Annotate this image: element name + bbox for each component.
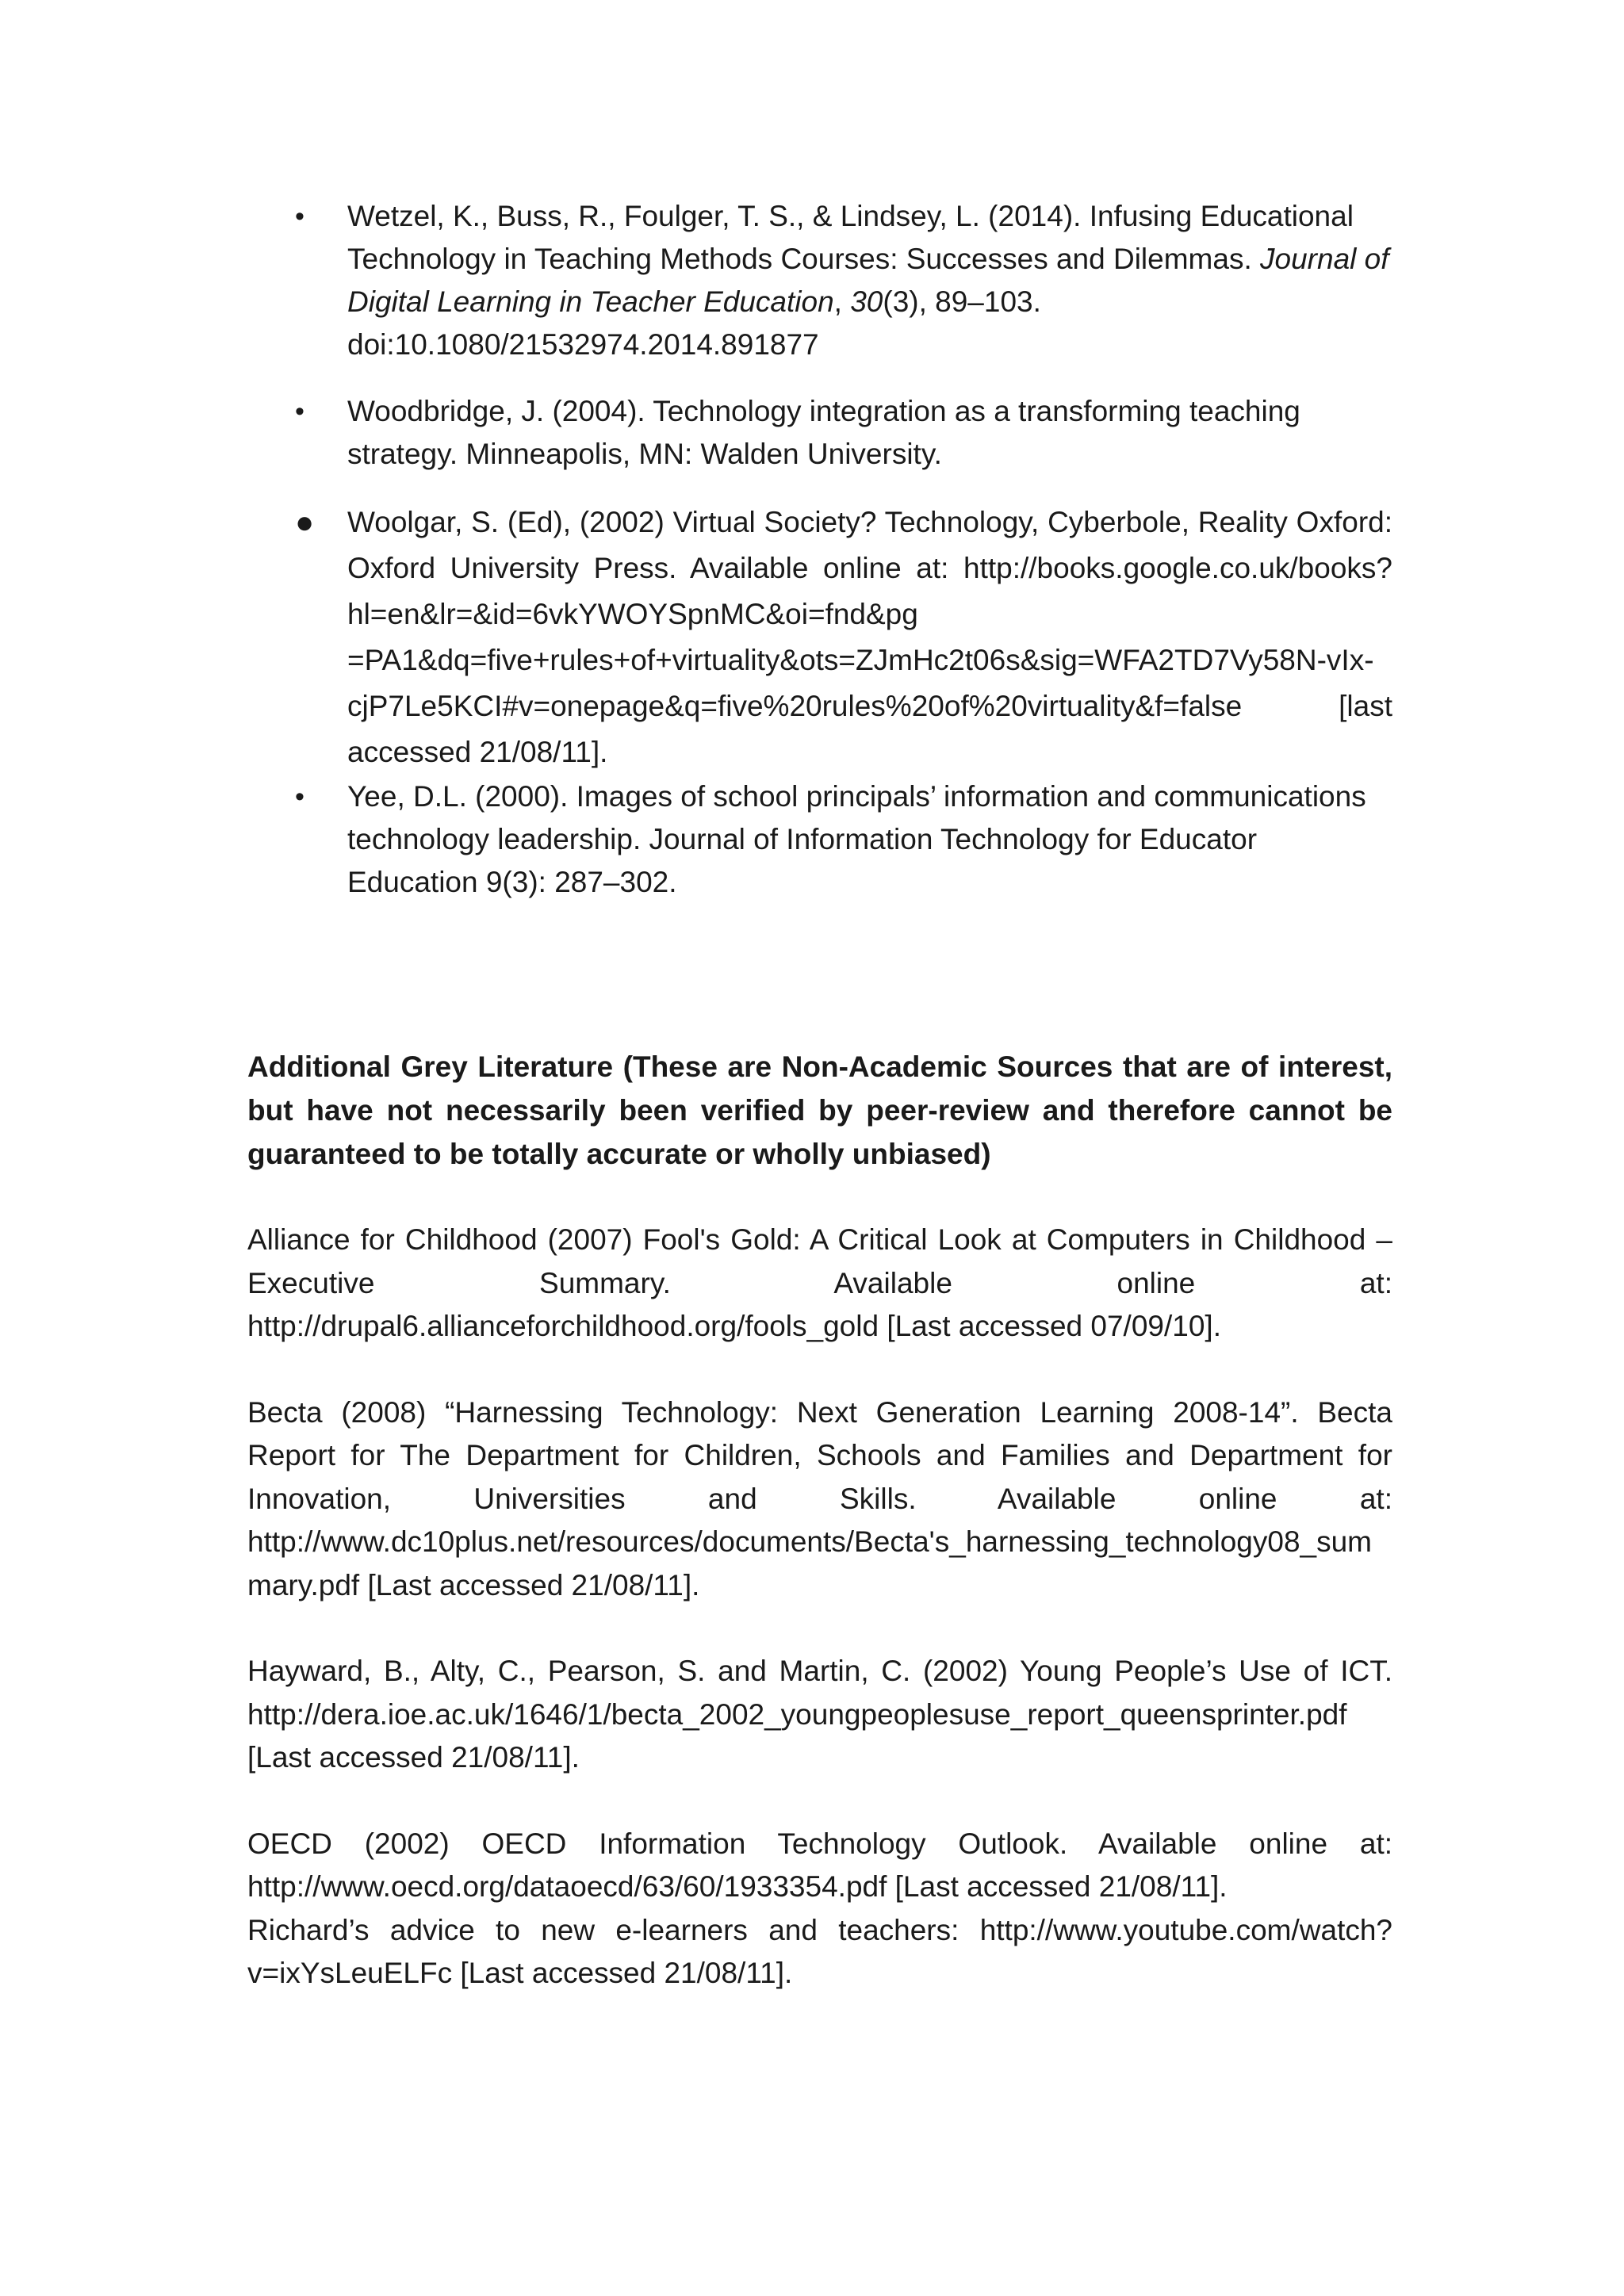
bullet-icon: • bbox=[295, 782, 304, 812]
reference-item bbox=[295, 195, 1392, 366]
bullet-icon: • bbox=[295, 396, 304, 427]
reference-list bbox=[295, 195, 1392, 928]
bullet-icon: ● bbox=[295, 505, 315, 540]
bullet-icon: • bbox=[295, 201, 304, 232]
journal-volume: 30 bbox=[850, 285, 883, 318]
grey-literature-entry: OECD (2002) OECD Information Technology Outlook. Available online at: http://www.oecd.org/dataoecd/63/60/1933354.pdf [Last accessed 21/08/11]. bbox=[247, 1827, 1392, 1903]
grey-literature-section bbox=[247, 1045, 1392, 1996]
reference-text: Yee, D.L. (2000). Images of school principals’ information and communications technology leadership. Journal of Information Technology for Educator Education 9(3): 287–302. bbox=[347, 780, 1366, 898]
grey-literature-entry: Becta (2008) “Harnessing Technology: Next Generation Learning 2008-14”. Becta Report for The Department for Children, Schools and Families and Department for Innovation, Universities and Skills. Available online at: http://www.dc10plus.net/resources/documents/Becta's_harnessing_technology08_summary.pdf [Last accessed 21/08/11]. bbox=[247, 1395, 1392, 1601]
reference-item bbox=[295, 390, 1392, 476]
reference-item bbox=[295, 775, 1392, 904]
grey-literature-entry: Alliance for Childhood (2007) Fool's Gold: A Critical Look at Computers in Childhood – Executive Summary. Available online at: http://drupal6.allianceforchildhood.org/fools_gold [Last accessed 07/09/10]. bbox=[247, 1223, 1392, 1342]
grey-literature-entry: Hayward, B., Alty, C., Pearson, S. and Martin, C. (2002) Young People’s Use of ICT. http://dera.ioe.ac.uk/1646/1/becta_2002_youngpeoplesuse_report_queensprinter.pdf [Last accessed 21/08/11]. bbox=[247, 1655, 1392, 1774]
reference-text: Wetzel, K., Buss, R., Foulger, T. S., & Lindsey, L. (2014). Infusing Educational Technology in Teaching Methods Courses: Successes and Dilemmas. Journal of Digital Learning in Teacher Education, 30(3), 89–103. doi:10.1080/21532974.2014.891877 bbox=[347, 200, 1389, 361]
section-heading: Additional Grey Literature (These are Non-Academic Sources that are of interest, but have not necessarily been verified by peer-review and therefore cannot be guaranteed to be totally accurate or wholly unbiased) bbox=[247, 1050, 1392, 1170]
grey-literature-entry: Richard’s advice to new e-learners and teachers: http://www.youtube.com/watch?v=ixYsLeuELFc [Last accessed 21/08/11]. bbox=[247, 1913, 1392, 1989]
reference-text: Woodbridge, J. (2004). Technology integration as a transforming teaching strategy. Minneapolis, MN: Walden University. bbox=[347, 395, 1300, 470]
reference-item bbox=[295, 499, 1392, 775]
reference-text: Woolgar, S. (Ed), (2002) Virtual Society? Technology, Cyberbole, Reality Oxford: Oxford University Press. Available online at: http://books.google.co.uk/books?hl=en&lr=&id=6vkYWOYSpnMC&oi=fnd&pg =PA1&dq=five+rules+of+virtuality&ots=ZJmHc2t06s&sig=WFA2TD7Vy58N-vIx-cjP7Le5KCI#v=onepage&q=five%20rules%20of%20virtuality&f=false [last accessed 21/08/11]. bbox=[347, 506, 1392, 768]
journal-title: Journal of Digital Learning in Teacher Education bbox=[347, 243, 1389, 318]
